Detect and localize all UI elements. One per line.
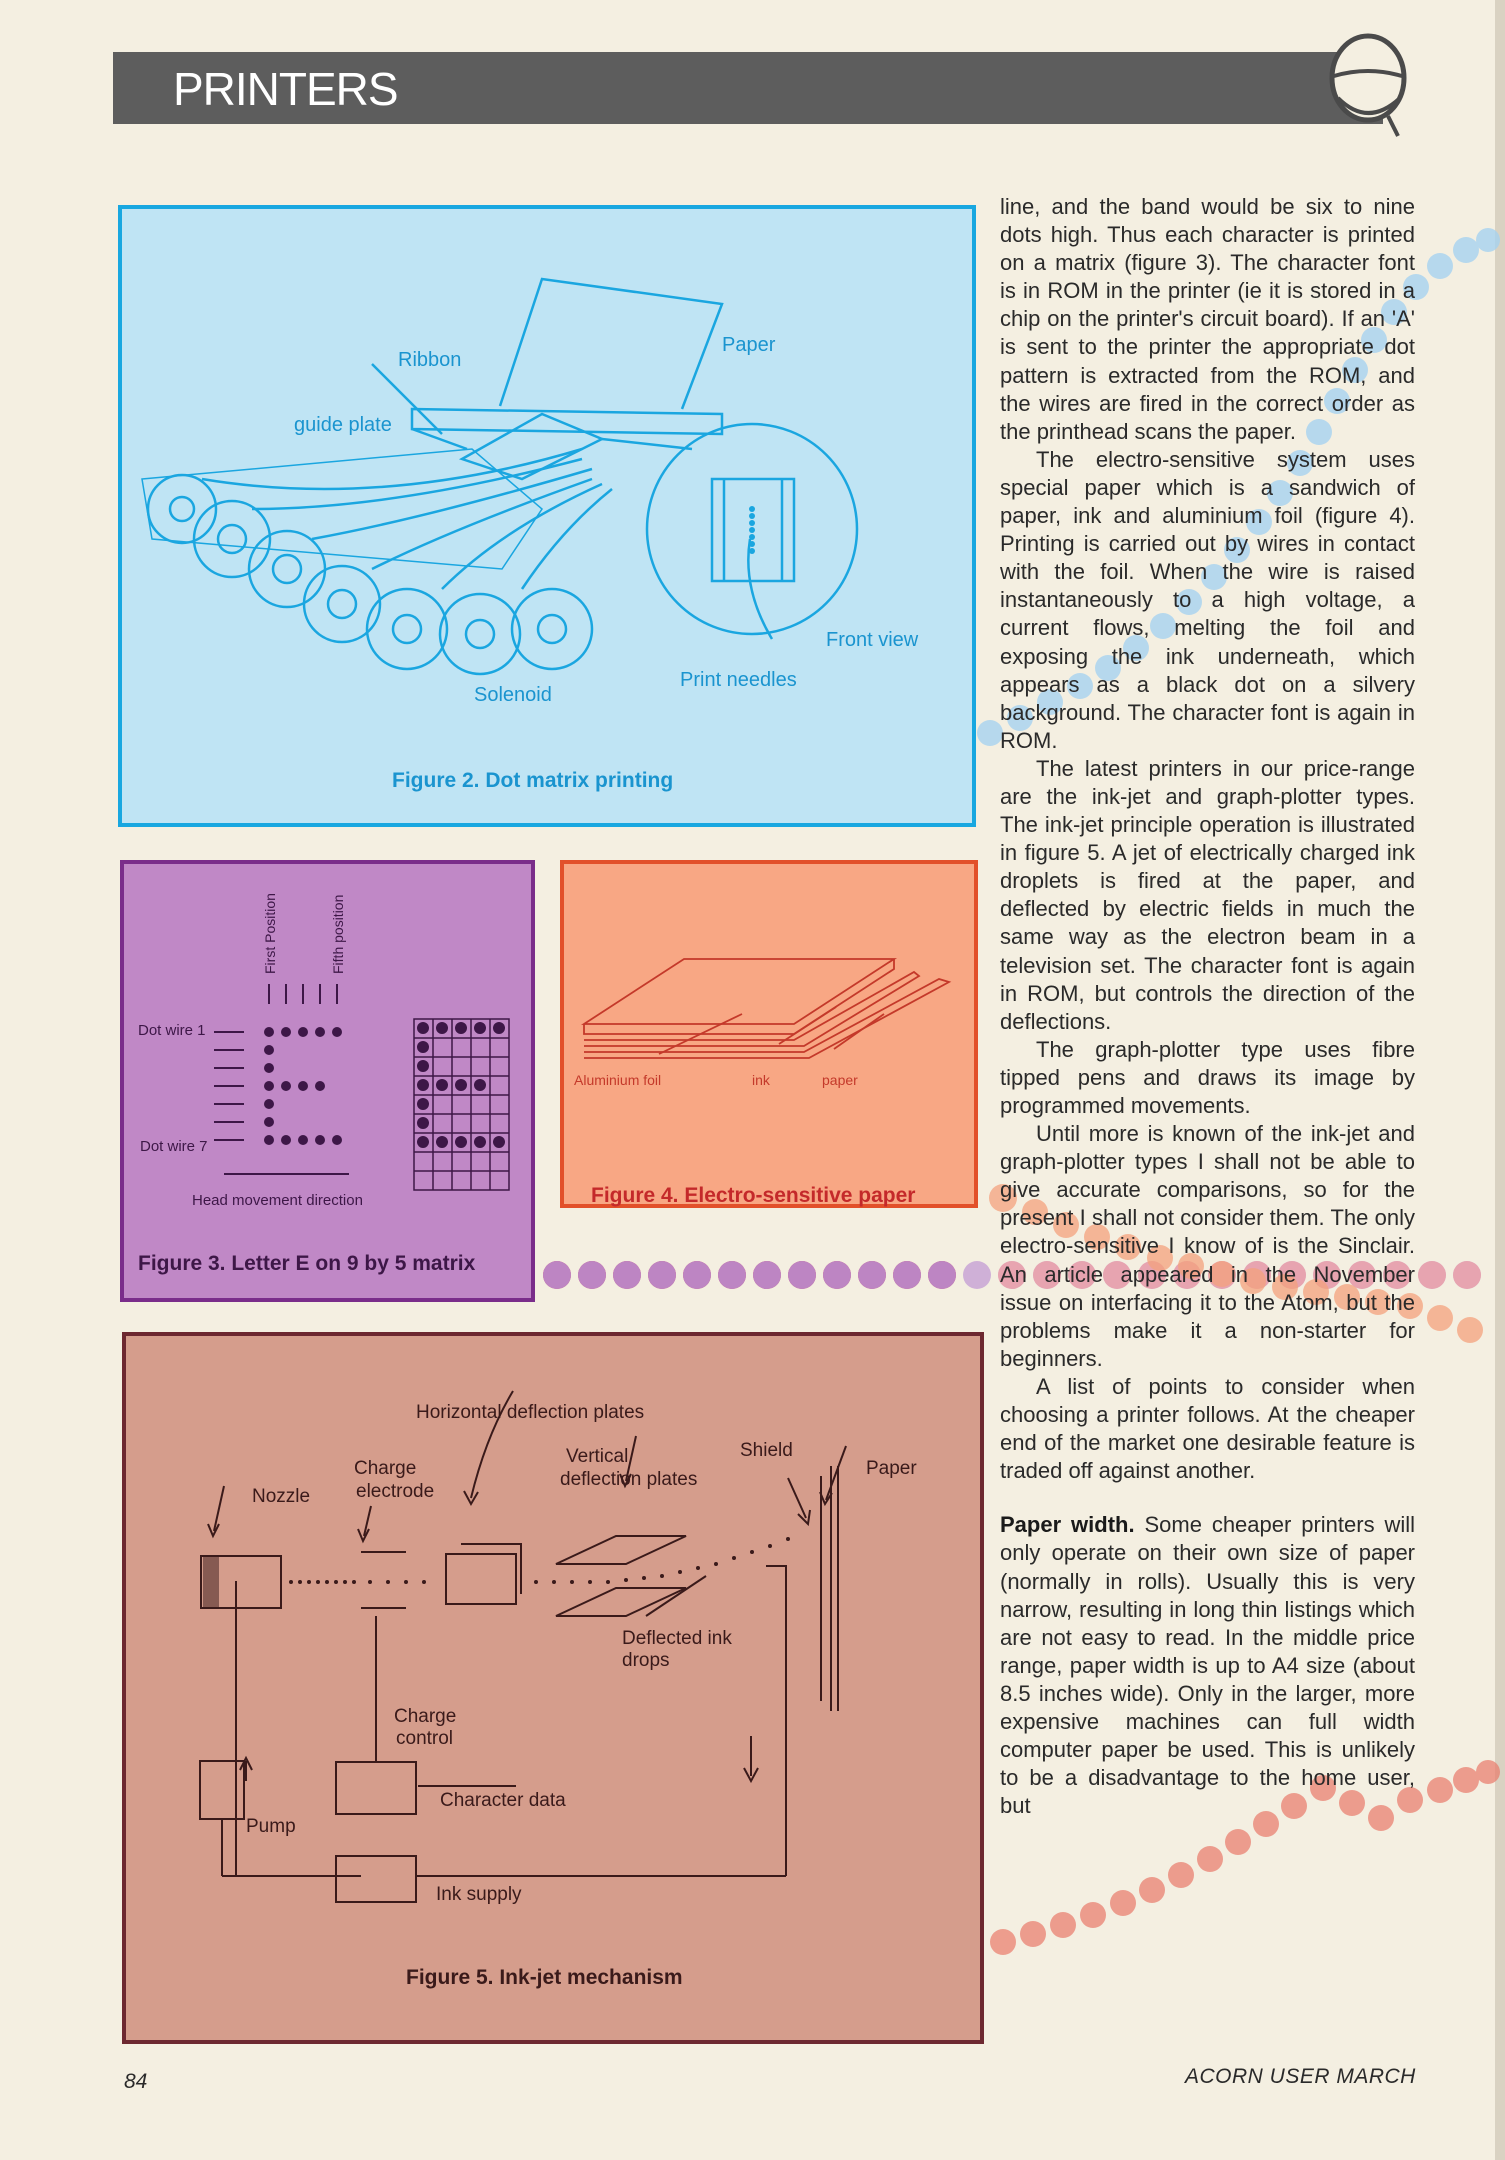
paper-width-text: Some cheaper printers will only operate on their own size of paper (normally in rolls). Usually this is very narrow, resulting in long thin listings which are not easy to read. In the middle price range, paper width is up to A4 size (about 8.5 inches wide). Only in the larger, more expensive machines can full width computer paper be used. This is unlikely to be a disadvantage to the home user, but <box>1000 1512 1415 1819</box>
paragraph-paper-width <box>1000 1511 1415 1820</box>
vertical-plates-label-2: deflection plates <box>560 1469 698 1490</box>
paper-target-label: Paper <box>866 1458 917 1479</box>
shield-label: Shield <box>740 1440 793 1461</box>
paragraph-4: The graph-plotter type uses fibre tipped pens and draws its image by programmed movements. <box>1000 1036 1415 1118</box>
aluminium-foil-label: Aluminium foil <box>574 1072 662 1088</box>
first-position-label: First Position <box>262 893 278 974</box>
paper-width-heading: Paper width. <box>1000 1512 1135 1538</box>
paragraph-1: line, and the band would be six to nine dots high. Thus each character is printed on a matrix (figure 3). The character font is in ROM in the printer (ie it is stored in a chip on the printer's circuit board). If an 'A' is sent to the printer the appropriate dot pattern is extracted from the ROM, and the wires are fired in the correct order as the printhead scans the paper. <box>1000 194 1415 444</box>
dot-matrix-diagram <box>122 209 972 823</box>
front-view-label: Front view <box>826 629 919 651</box>
dot-wire-1-label: Dot wire 1 <box>138 1022 206 1039</box>
figure-3-caption: Figure 3. Letter E on 9 by 5 matrix <box>138 1252 476 1275</box>
page-number: 84 <box>124 2070 148 2093</box>
letter-e-matrix-diagram <box>124 864 531 1298</box>
charge-electrode-label-2: electrode <box>356 1481 435 1502</box>
deflected-drops-label-2: drops <box>622 1650 670 1671</box>
dot-wire-7-label: Dot wire 7 <box>140 1138 208 1155</box>
section-title: PRINTERS <box>173 63 398 115</box>
figure-5-panel <box>122 1332 984 2044</box>
journal-footer: ACORN USER MARCH <box>1185 2065 1416 2088</box>
paragraph-3: The latest printers in our price-range are the ink-jet and graph-plotter types. The ink-jet principle operation is illustrated in figure 5. A jet of electrically charged ink droplets is fired at the paper, and deflected by electric fields in much the same way as the electron beam in a television set. The character font is again in ROM, but controls the direction of the deflections. <box>1000 755 1415 1034</box>
guide-plate-label: guide plate <box>294 414 392 436</box>
deflected-drops-label-1: Deflected ink <box>622 1628 732 1649</box>
paragraph-2: The electro-sensitive system uses special paper which is a sandwich of paper, ink and aluminium foil (figure 4). Printing is carried out by wires in contact with the foil. When the wire is raised instantaneously to a high voltage, a current flows, melting the foil and exposing the ink underneath, which appears as a black dot on a silvery background. The character font is again in ROM. <box>1000 446 1415 753</box>
head-direction-label: Head movement direction <box>192 1192 363 1209</box>
ink-jet-mechanism-diagram <box>126 1336 980 2040</box>
character-data-label: Character data <box>440 1790 566 1811</box>
figure-4-panel <box>560 860 978 1208</box>
figure-4-caption: Figure 4. Electro-sensitive paper <box>591 1184 916 1207</box>
figure-2-panel <box>118 205 976 827</box>
vertical-plates-label-1: Vertical <box>566 1446 629 1467</box>
paper-label: Paper <box>722 334 776 356</box>
paper-layer-label: paper <box>822 1072 858 1088</box>
figure-3-panel <box>120 860 535 1302</box>
acorn-logo-icon <box>1328 28 1408 143</box>
ink-label: ink <box>752 1072 770 1088</box>
figure-5-caption: Figure 5. Ink-jet mechanism <box>406 1966 683 1989</box>
nozzle-label: Nozzle <box>252 1486 311 1507</box>
print-needles-label: Print needles <box>680 669 797 691</box>
paragraph-6: A list of points to consider when choosing a printer follows. At the cheaper end of the market one desirable feature is traded off against another. <box>1000 1373 1415 1484</box>
solenoid-label: Solenoid <box>474 684 552 706</box>
charge-electrode-label-1: Charge <box>354 1458 417 1479</box>
ink-supply-label: Ink supply <box>436 1884 522 1905</box>
charge-control-label-2: control <box>396 1728 454 1749</box>
pump-label: Pump <box>246 1816 296 1837</box>
ribbon-label: Ribbon <box>398 349 462 371</box>
horizontal-plates-label: Horizontal deflection plates <box>416 1402 645 1423</box>
electro-sensitive-paper-diagram <box>564 864 974 1204</box>
section-header-bar <box>113 52 1383 124</box>
paragraph-5: Until more is known of the ink-jet and graph-plotter types I shall not be able to give accurate comparisons, so for the present I shall not consider them. The only electro-sensitive I know of is the Sinclair. An article appeared in the November issue on interfacing it to the Atom, but the problems make it a non-starter for beginners. <box>1000 1121 1415 1371</box>
article-text-column <box>1000 193 1415 1820</box>
fifth-position-label: Fifth position <box>330 894 346 974</box>
charge-control-label-1: Charge <box>394 1706 457 1727</box>
figure-2-caption: Figure 2. Dot matrix printing <box>392 769 674 792</box>
